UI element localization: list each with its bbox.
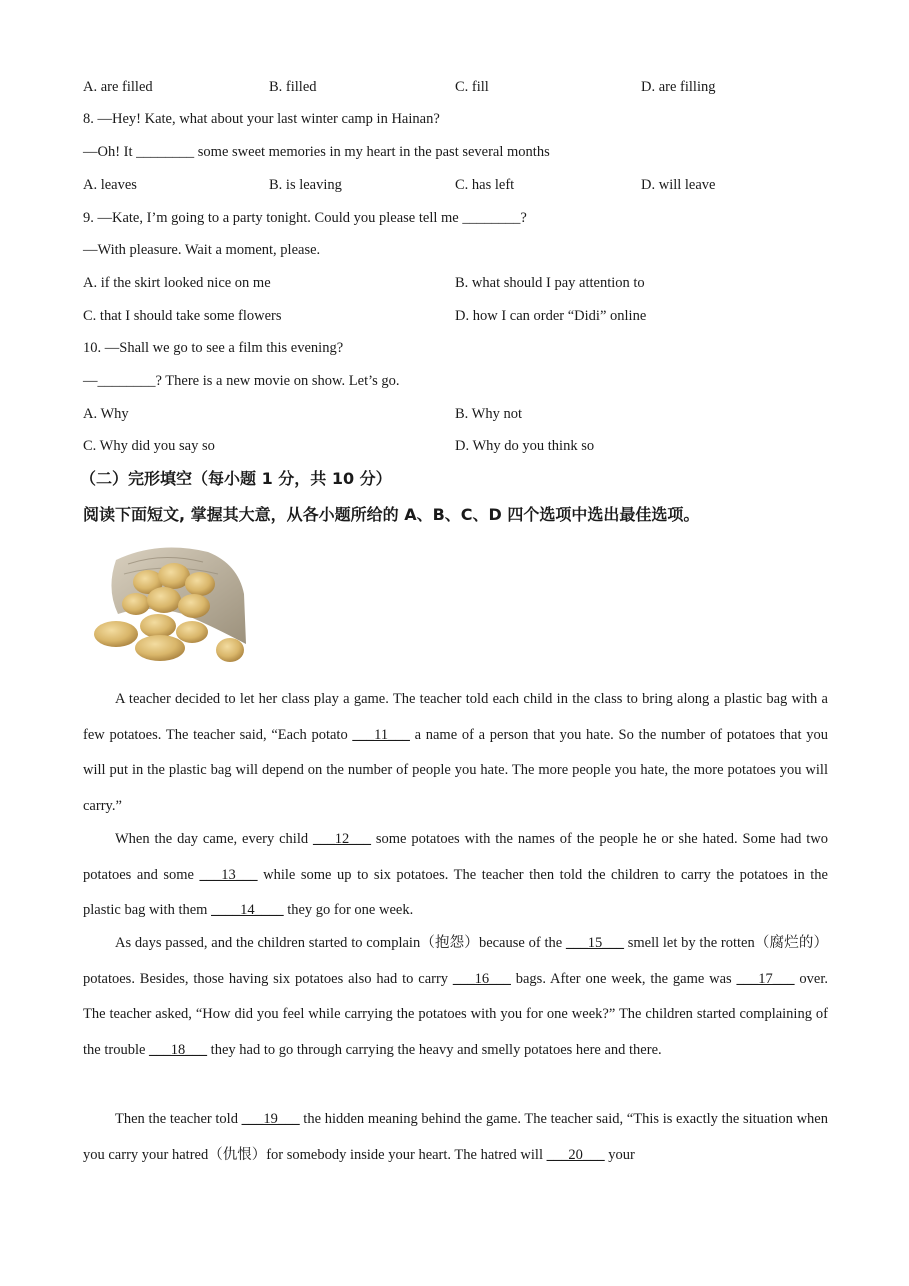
q7-option-c: C. fill (455, 79, 489, 95)
blank-15: ___15___ (565, 935, 624, 951)
q10-option-c: C. Why did you say so (83, 438, 215, 454)
q8-option-d: D. will leave (641, 177, 716, 193)
q8-option-b: B. is leaving (269, 177, 342, 193)
q8-option-c: C. has left (455, 177, 515, 193)
blank-12: ___12___ (312, 831, 371, 847)
q9-option-a: A. if the skirt looked nice on me (83, 275, 271, 291)
q10-stem: 10. —Shall we go to see a film this evening? (83, 340, 344, 356)
section-title: （二）完形填空（每小题 1 分，共 10 分） (80, 469, 392, 488)
passage-paragraph-1: A teacher decided to let her class play a game. The teacher told each child in the class to bring along a plastic bag with a few potatoes. The teacher said, “Each potato ___11___ a name of a person that you hate. So the number of potatoes that you will put in the plastic bag will depend on the number of people you hate. The more people you hate, the more potatoes you will carry.” (83, 691, 828, 815)
blank-16: ___16___ (452, 970, 511, 987)
potato-sack-image (88, 544, 246, 666)
q9-option-d: D. how I can order “Didi” online (455, 308, 647, 324)
q10-reply: —________? There is a new movie on show. Let’s go. (83, 373, 400, 389)
q10-option-d: D. Why do you think so (455, 438, 595, 454)
blank-11: ___11___ (352, 726, 410, 743)
q9-reply: —With pleasure. Wait a moment, please. (83, 242, 321, 258)
q8-reply: —Oh! It ________ some sweet memories in my heart in the past several months (83, 144, 550, 160)
q9-option-b: B. what should I pay attention to (455, 275, 645, 291)
passage-paragraph-3: As days passed, and the children started to complain（抱怨）because of the ___15___ smell let by the rotten（腐烂的）potatoes. Besides, those having six potatoes also had to carry ___16___ bags. After one week, the game was ___17___ over. The teacher asked, “How did you feel while carrying the potatoes with you for one week?” The children started complaining of the trouble ___18___ they had to go through carrying the heavy and smelly potatoes here and there. (83, 935, 828, 1059)
q7-option-d: D. are filling (641, 79, 716, 95)
section-instruction: 阅读下面短文, 掌握其大意，从各小题所给的 A、B、C、D 四个选项中选出最佳选项。 (83, 505, 700, 524)
passage-paragraph-2: When the day came, every child ___12___ some potatoes with the names of the people he or she hated. Some had two potatoes and some ___13___ while some up to six potatoes. The teacher then told the children to carry the potatoes in the plastic bag with them ____14____ they go for one week. (83, 831, 828, 919)
blank-18: ___18___ (149, 1042, 208, 1059)
blank-14: ____14____ (211, 902, 284, 919)
blank-19: ___19___ (241, 1111, 300, 1127)
passage-paragraph-4: Then the teacher told ___19___ the hidden meaning behind the game. The teacher said, “This is exactly the situation when you carry your hatred（仇恨）for somebody inside your heart. The hatred will ___20___ your (83, 1111, 828, 1163)
q9-stem: 9. —Kate, I’m going to a party tonight. Could you please tell me ________? (83, 210, 527, 226)
blank-20: ___20___ (546, 1146, 605, 1163)
q8-option-a: A. leaves (83, 177, 137, 193)
q9-option-c: C. that I should take some flowers (83, 308, 282, 324)
q7-option-a: A. are filled (83, 79, 153, 95)
blank-13: ___13___ (199, 866, 258, 883)
q10-option-b: B. Why not (455, 406, 522, 422)
q7-option-b: B. filled (269, 79, 317, 95)
q10-option-a: A. Why (83, 406, 129, 422)
blank-17: ___17___ (736, 970, 795, 987)
q8-stem: 8. —Hey! Kate, what about your last winter camp in Hainan? (83, 111, 440, 127)
